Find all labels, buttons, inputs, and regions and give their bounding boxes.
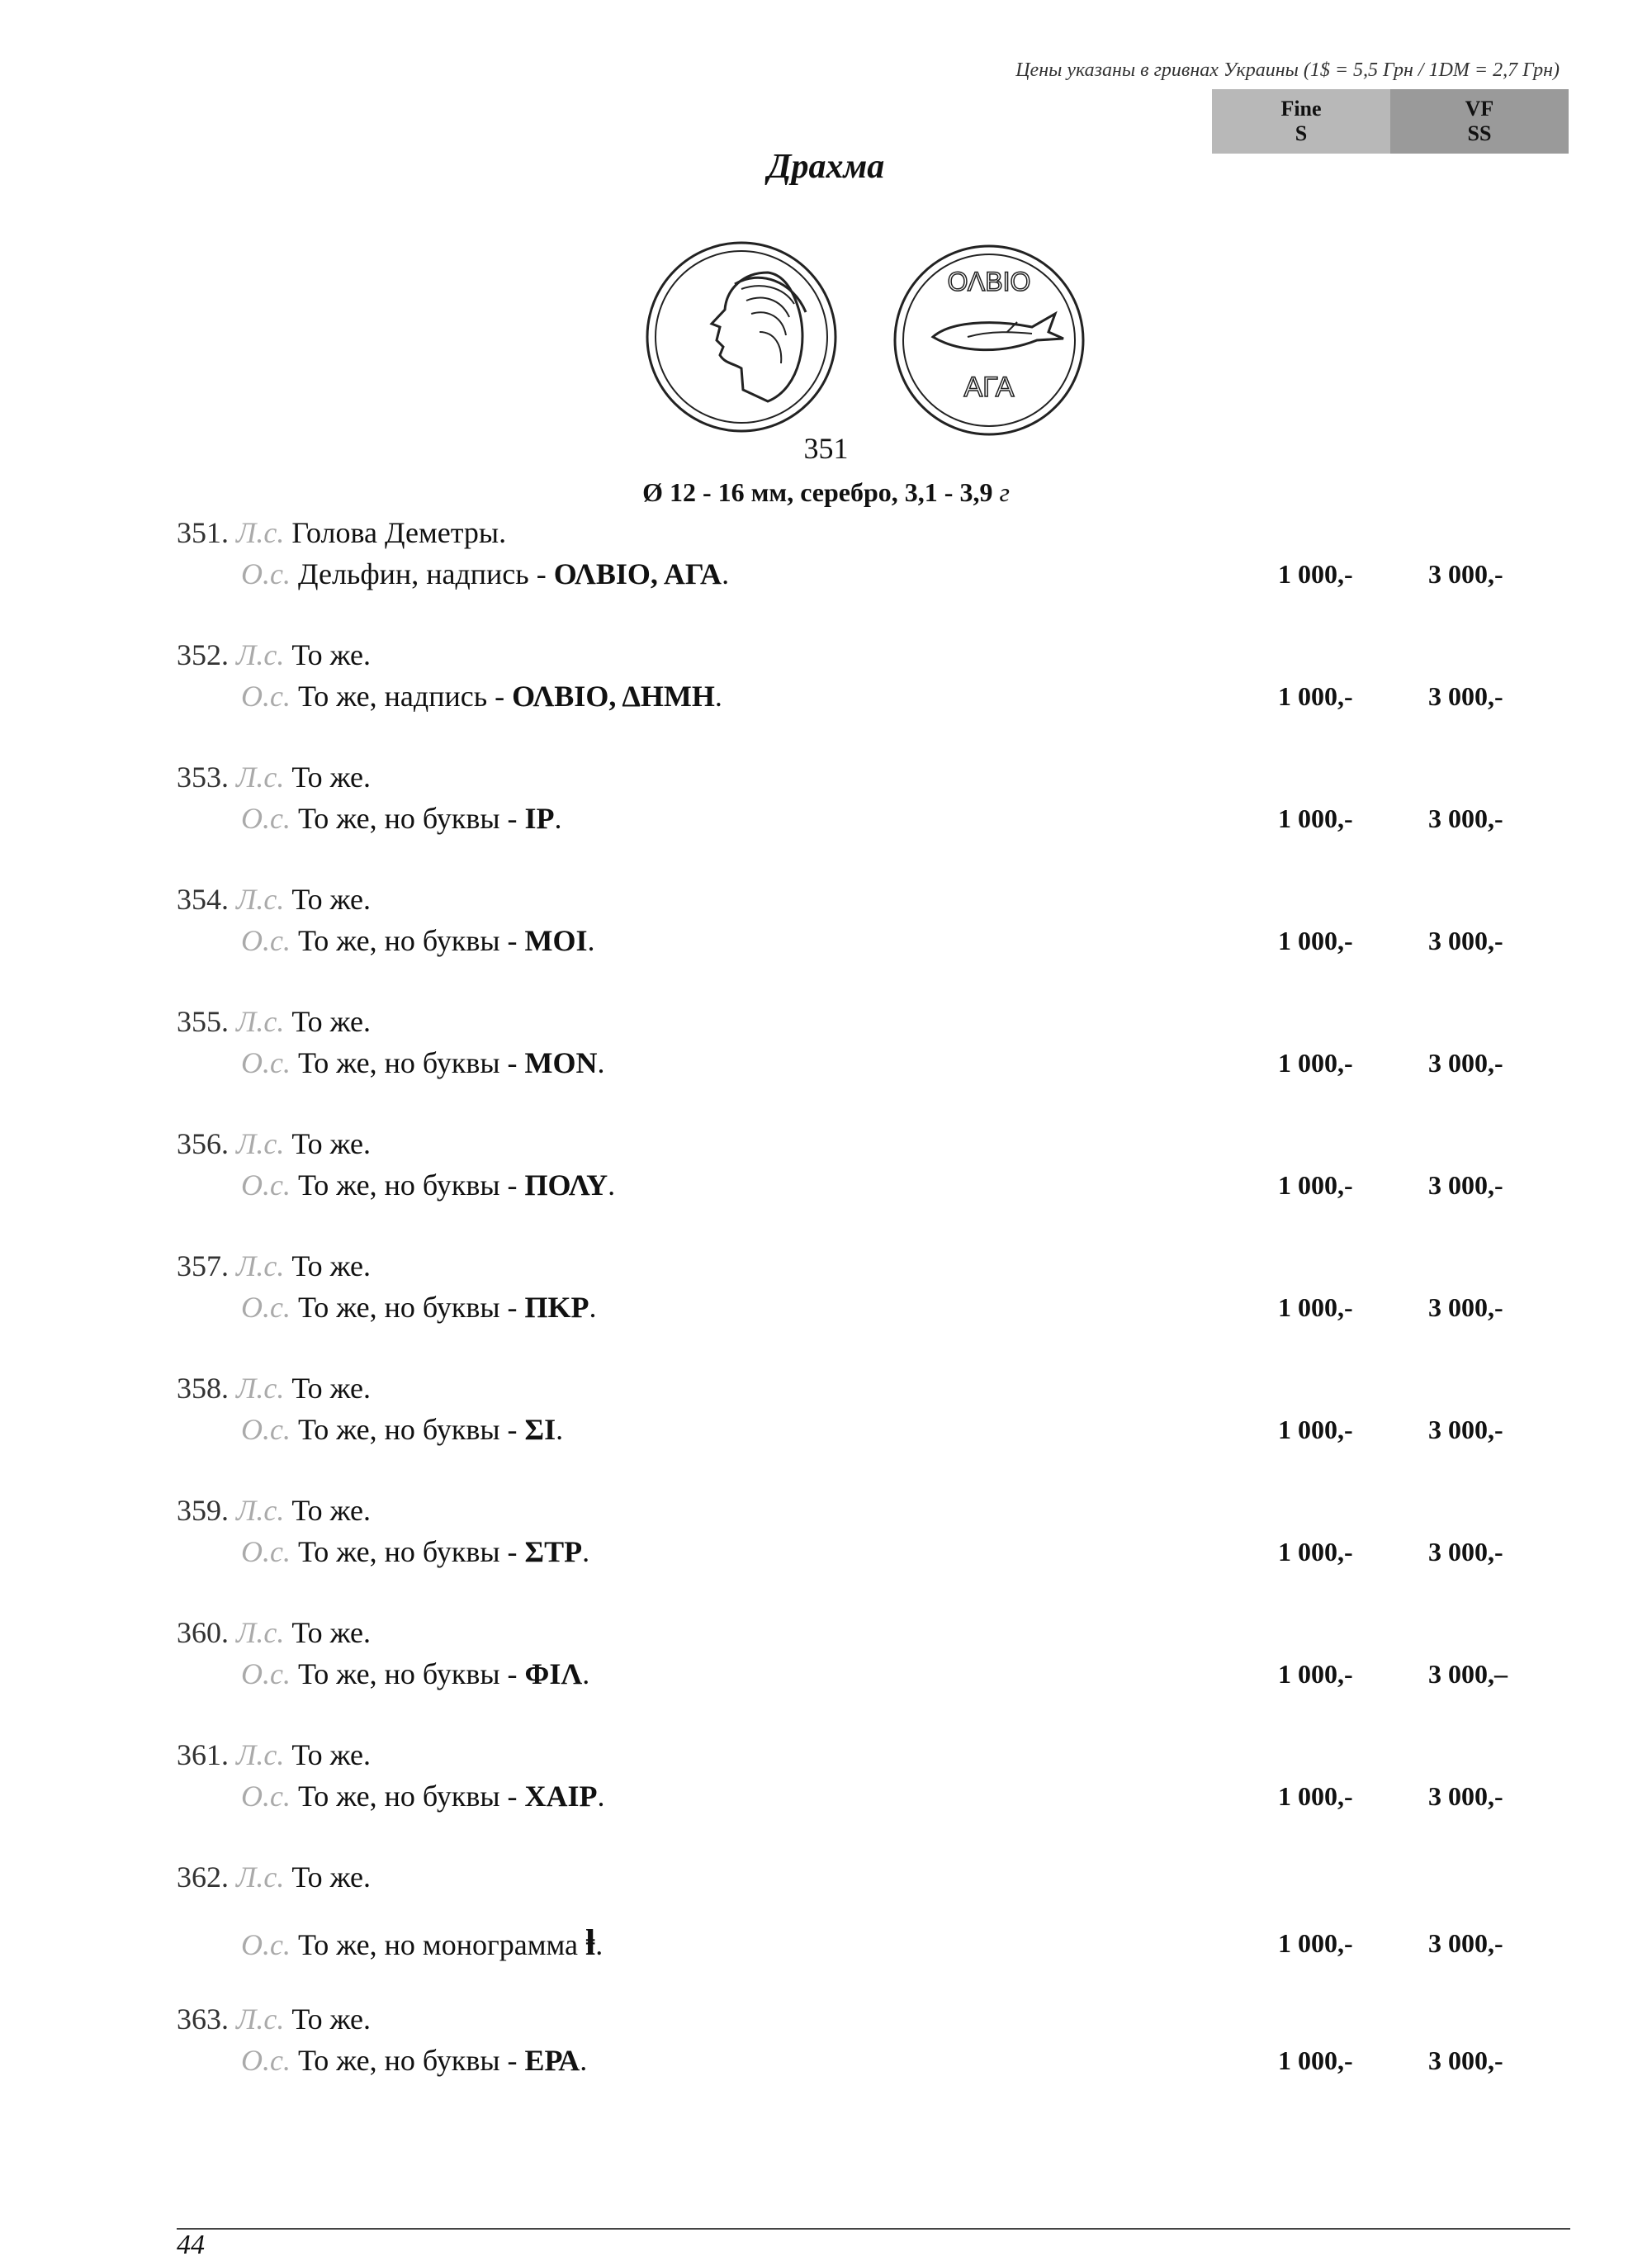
reverse-label: О.с. — [241, 1535, 291, 1568]
entry-number: 358. — [177, 1372, 229, 1405]
reverse-tail: . — [582, 1535, 590, 1568]
entry-number: 356. — [177, 1127, 229, 1160]
catalog-entry — [0, 1001, 1652, 1123]
obverse-description: То же. — [291, 638, 372, 671]
obverse-label: Л.с. — [236, 1738, 285, 1771]
obverse-label: Л.с. — [236, 1494, 285, 1527]
reverse-tail: . — [554, 802, 562, 835]
obverse-label: Л.с. — [236, 638, 285, 671]
reverse-description: То же, но буквы - — [297, 1413, 525, 1446]
reverse-label: О.с. — [241, 1168, 291, 1202]
reverse-legend: ΧΑΙΡ — [524, 1780, 598, 1813]
monogram-icon: ⱡ — [585, 1922, 596, 1963]
price-fine: 1 000,- — [1278, 559, 1353, 589]
reverse-tail: . — [587, 924, 595, 957]
coin-obverse — [647, 243, 835, 431]
price-fine: 1 000,- — [1278, 2045, 1353, 2075]
reverse-tail: . — [722, 557, 730, 590]
entry-number: 357. — [177, 1249, 229, 1282]
price-fine: 1 000,- — [1278, 926, 1353, 955]
price-vf: 3 000,– — [1428, 1659, 1508, 1689]
catalog-entry — [0, 634, 1652, 756]
price-vf: 3 000,- — [1428, 1292, 1503, 1322]
obverse-description: То же. — [291, 1127, 372, 1160]
grade-vf-label: VF — [1465, 97, 1494, 121]
entry-number: 360. — [177, 1616, 229, 1649]
entry-number: 359. — [177, 1494, 229, 1527]
reverse-description: То же, но буквы - — [297, 1291, 525, 1324]
section-title: Драхма — [767, 148, 885, 186]
reverse-legend: ΙΡ — [524, 802, 555, 835]
obverse-label: Л.с. — [236, 1860, 285, 1894]
coin-specs — [0, 477, 1652, 508]
reverse-legend: ΟΛΒΙΟ, ΑΓΑ — [553, 557, 722, 590]
reverse-description: То же, но буквы - — [297, 1535, 525, 1568]
catalog-entries — [0, 512, 1652, 2121]
reverse-legend: ΠΚΡ — [524, 1291, 589, 1324]
obverse-description: То же. — [291, 1005, 372, 1038]
reverse-label: О.с. — [241, 1291, 291, 1324]
reverse-legend: ΣΤΡ — [524, 1535, 583, 1568]
reverse-legend-bottom: ΑΓΑ — [963, 372, 1015, 403]
price-fine: 1 000,- — [1278, 1537, 1353, 1567]
reverse-legend: ΦΙΛ — [524, 1657, 583, 1690]
grade-header — [1212, 89, 1569, 154]
entry-number: 363. — [177, 2003, 229, 2036]
obverse-label: Л.с. — [236, 883, 285, 916]
catalog-entry — [0, 1734, 1652, 1856]
price-vf: 3 000,- — [1428, 1928, 1503, 1958]
reverse-label: О.с. — [241, 924, 291, 957]
obverse-label: Л.с. — [236, 1616, 285, 1649]
reverse-legend: ΕΡΑ — [524, 2044, 580, 2077]
reverse-description: То же, но буквы - — [297, 1657, 525, 1690]
reverse-tail: . — [597, 1046, 605, 1079]
reverse-legend: ΟΛΒΙΟ, ΔΗΜΗ — [512, 680, 715, 713]
reverse-description: То же, но буквы - — [297, 1780, 525, 1813]
obverse-description: То же. — [291, 1860, 372, 1894]
reverse-label: О.с. — [241, 802, 291, 835]
grade-s-label: S — [1295, 121, 1308, 145]
footer-divider — [177, 2228, 1570, 2230]
reverse-label: О.с. — [241, 1928, 291, 1961]
specs-unit: г — [999, 477, 1010, 507]
reverse-label: О.с. — [241, 1046, 291, 1079]
price-vf: 3 000,- — [1428, 1048, 1503, 1078]
price-vf: 3 000,- — [1428, 803, 1503, 833]
reverse-description: То же, но буквы - — [297, 1046, 525, 1079]
price-vf: 3 000,- — [1428, 1170, 1503, 1200]
reverse-tail: . — [582, 1657, 590, 1690]
reverse-description: То же, но буквы - — [297, 802, 525, 835]
catalog-entry — [0, 512, 1652, 634]
reverse-description: То же, но монограмма — [297, 1928, 585, 1961]
obverse-description: Голова Деметры. — [291, 516, 507, 549]
obverse-description: То же. — [291, 1494, 372, 1527]
entry-number: 352. — [177, 638, 229, 671]
grade-ss-label: SS — [1467, 121, 1492, 145]
reverse-description: То же, но буквы - — [297, 924, 525, 957]
catalog-entry — [0, 1123, 1652, 1245]
price-vf: 3 000,- — [1428, 2045, 1503, 2075]
reverse-tail: . — [580, 2044, 588, 2077]
reverse-description: Дельфин, надпись - — [297, 557, 554, 590]
specs-text: Ø 12 - 16 мм, серебро, 3,1 - 3,9 — [642, 477, 993, 507]
obverse-description: То же. — [291, 1249, 372, 1282]
reverse-tail: . — [597, 1780, 605, 1813]
obverse-description: То же. — [291, 2003, 372, 2036]
reverse-tail: . — [589, 1291, 597, 1324]
reverse-legend: ΜΟΝ — [524, 1046, 598, 1079]
price-fine: 1 000,- — [1278, 1048, 1353, 1078]
price-fine: 1 000,- — [1278, 681, 1353, 711]
coin-reverse — [895, 246, 1083, 434]
catalog-entry — [0, 879, 1652, 1001]
catalog-entry — [0, 1998, 1652, 2121]
catalog-entry — [0, 756, 1652, 879]
obverse-label: Л.с. — [236, 516, 285, 549]
reverse-tail: . — [595, 1928, 604, 1961]
obverse-description: То же. — [291, 1616, 372, 1649]
reverse-tail: . — [608, 1168, 616, 1202]
price-currency-note: Цены указаны в гривнах Украины (1$ = 5,5 Грн / 1DM = 2,7 Грн) — [1015, 59, 1560, 81]
entry-number: 353. — [177, 761, 229, 794]
catalog-entry — [0, 1368, 1652, 1490]
page-number: 44 — [177, 2230, 205, 2260]
price-vf: 3 000,- — [1428, 681, 1503, 711]
reverse-legend-top: ΟΛΒΙΟ — [947, 267, 1031, 296]
reverse-label: О.с. — [241, 1780, 291, 1813]
price-fine: 1 000,- — [1278, 1928, 1353, 1958]
price-vf: 3 000,- — [1428, 926, 1503, 955]
reverse-label: О.с. — [241, 1657, 291, 1690]
grade-column-fine — [1212, 89, 1390, 154]
reverse-description: То же, надпись - — [297, 680, 513, 713]
price-vf: 3 000,- — [1428, 559, 1503, 589]
reverse-legend: ΜΟΙ — [524, 924, 588, 957]
obverse-description: То же. — [291, 761, 372, 794]
entry-number: 351. — [177, 516, 229, 549]
price-fine: 1 000,- — [1278, 1415, 1353, 1444]
catalog-entry — [0, 1612, 1652, 1734]
reverse-label: О.с. — [241, 680, 291, 713]
reverse-tail: . — [714, 680, 722, 713]
reverse-tail: . — [556, 1413, 564, 1446]
obverse-label: Л.с. — [236, 1249, 285, 1282]
price-fine: 1 000,- — [1278, 1781, 1353, 1811]
price-vf: 3 000,- — [1428, 1415, 1503, 1444]
obverse-label: Л.с. — [236, 1005, 285, 1038]
price-vf: 3 000,- — [1428, 1781, 1503, 1811]
obverse-label: Л.с. — [236, 761, 285, 794]
obverse-description: То же. — [291, 1372, 372, 1405]
entry-number: 354. — [177, 883, 229, 916]
reverse-legend: ΣΙ — [524, 1413, 556, 1446]
obverse-description: То же. — [291, 1738, 372, 1771]
price-fine: 1 000,- — [1278, 1292, 1353, 1322]
reverse-description: То же, но буквы - — [297, 1168, 525, 1202]
obverse-label: Л.с. — [236, 2003, 285, 2036]
reverse-label: О.с. — [241, 2044, 291, 2077]
reverse-label: О.с. — [241, 557, 291, 590]
price-fine: 1 000,- — [1278, 1170, 1353, 1200]
coin-illustration — [644, 239, 1106, 438]
price-fine: 1 000,- — [1278, 1659, 1353, 1689]
catalog-entry — [0, 1245, 1652, 1368]
entry-number: 355. — [177, 1005, 229, 1038]
figure-number: 351 — [803, 432, 849, 465]
entry-number: 361. — [177, 1738, 229, 1771]
grade-fine-label: Fine — [1280, 97, 1322, 121]
catalog-entry — [0, 1490, 1652, 1612]
catalog-entry — [0, 1856, 1652, 1998]
entry-number: 362. — [177, 1860, 229, 1894]
reverse-description: То же, но буквы - — [297, 2044, 525, 2077]
obverse-description: То же. — [291, 883, 372, 916]
grade-column-vf — [1390, 89, 1569, 154]
obverse-label: Л.с. — [236, 1372, 285, 1405]
price-vf: 3 000,- — [1428, 1537, 1503, 1567]
reverse-label: О.с. — [241, 1413, 291, 1446]
obverse-label: Л.с. — [236, 1127, 285, 1160]
price-fine: 1 000,- — [1278, 803, 1353, 833]
reverse-legend: ΠΟΛΥ — [524, 1168, 608, 1202]
